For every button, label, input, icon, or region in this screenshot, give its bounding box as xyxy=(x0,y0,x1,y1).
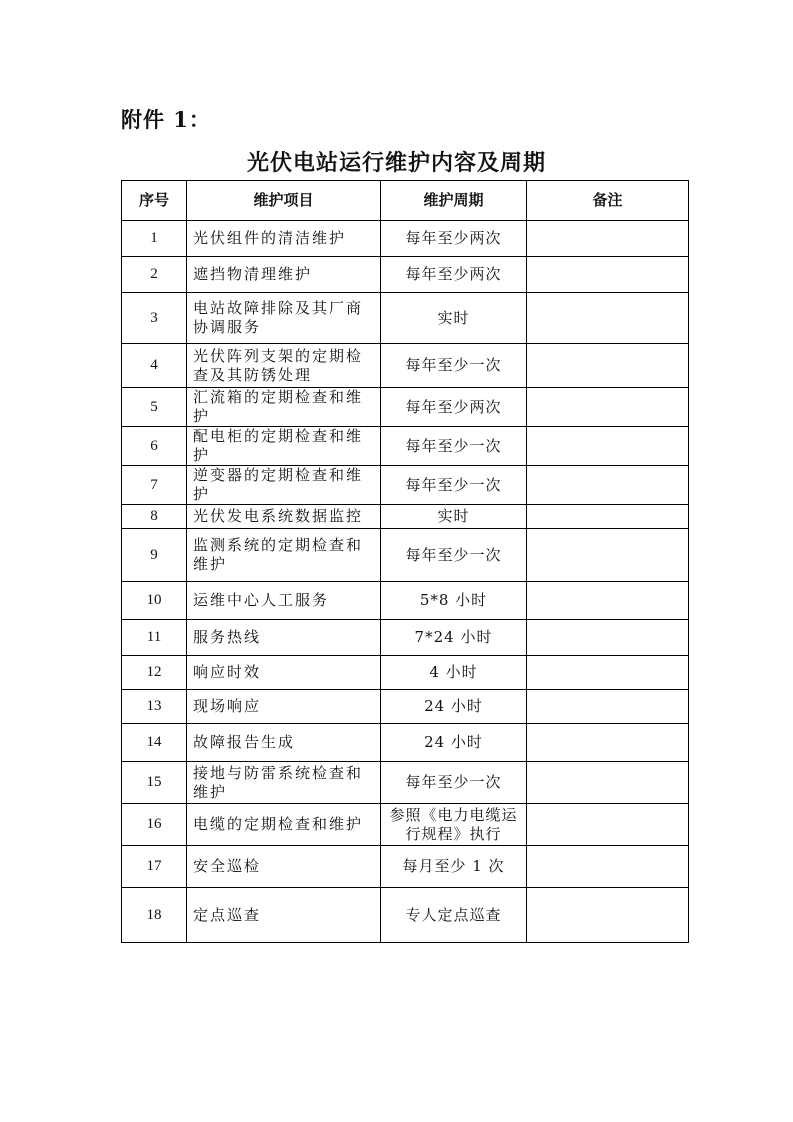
row-item: 服务热线 xyxy=(187,620,381,656)
row-no: 15 xyxy=(122,762,187,804)
row-cycle: 每年至少一次 xyxy=(381,427,527,466)
header-no: 序号 xyxy=(122,181,187,221)
row-item: 响应时效 xyxy=(187,656,381,690)
table-row xyxy=(122,690,689,724)
row-no: 12 xyxy=(122,656,187,690)
table-row xyxy=(122,846,689,888)
row-note xyxy=(527,344,689,388)
row-cycle: 24 小时 xyxy=(381,724,527,762)
row-cycle: 每年至少两次 xyxy=(381,388,527,427)
row-no: 14 xyxy=(122,724,187,762)
row-no: 4 xyxy=(122,344,187,388)
row-cycle: 每年至少一次 xyxy=(381,529,527,582)
header-cycle: 维护周期 xyxy=(381,181,527,221)
table-row xyxy=(122,221,689,257)
row-note xyxy=(527,762,689,804)
row-note xyxy=(527,257,689,293)
row-cycle: 实时 xyxy=(381,505,527,529)
table-row xyxy=(122,293,689,344)
row-item: 汇流箱的定期检查和维护 xyxy=(187,388,381,427)
table-row xyxy=(122,888,689,943)
row-cycle: 每月至少 1 次 xyxy=(381,846,527,888)
row-no: 18 xyxy=(122,888,187,943)
row-no: 13 xyxy=(122,690,187,724)
header-note: 备注 xyxy=(527,181,689,221)
row-no: 3 xyxy=(122,293,187,344)
row-no: 7 xyxy=(122,466,187,505)
maintenance-table xyxy=(121,180,689,943)
row-note xyxy=(527,388,689,427)
table-row xyxy=(122,724,689,762)
row-item: 配电柜的定期检查和维护 xyxy=(187,427,381,466)
row-item: 逆变器的定期检查和维护 xyxy=(187,466,381,505)
row-note xyxy=(527,620,689,656)
table-row xyxy=(122,582,689,620)
row-cycle: 4 小时 xyxy=(381,656,527,690)
row-no: 11 xyxy=(122,620,187,656)
row-cycle: 7*24 小时 xyxy=(381,620,527,656)
table-row xyxy=(122,656,689,690)
row-note xyxy=(527,690,689,724)
table-row xyxy=(122,804,689,846)
row-item: 接地与防雷系统检查和维护 xyxy=(187,762,381,804)
row-note xyxy=(527,221,689,257)
row-no: 2 xyxy=(122,257,187,293)
row-no: 16 xyxy=(122,804,187,846)
table-row xyxy=(122,257,689,293)
row-cycle: 24 小时 xyxy=(381,690,527,724)
table-row xyxy=(122,529,689,582)
row-item: 电站故障排除及其厂商协调服务 xyxy=(187,293,381,344)
table-row xyxy=(122,505,689,529)
row-item: 遮挡物清理维护 xyxy=(187,257,381,293)
row-note xyxy=(527,888,689,943)
row-item: 现场响应 xyxy=(187,690,381,724)
row-note xyxy=(527,505,689,529)
row-item: 运维中心人工服务 xyxy=(187,582,381,620)
table-row xyxy=(122,388,689,427)
row-cycle: 每年至少一次 xyxy=(381,466,527,505)
row-item: 故障报告生成 xyxy=(187,724,381,762)
table-row xyxy=(122,620,689,656)
row-note xyxy=(527,656,689,690)
row-item: 光伏阵列支架的定期检查及其防锈处理 xyxy=(187,344,381,388)
row-note xyxy=(527,427,689,466)
row-no: 17 xyxy=(122,846,187,888)
row-no: 10 xyxy=(122,582,187,620)
attachment-label: 附件 1： xyxy=(121,107,211,132)
row-cycle: 每年至少两次 xyxy=(381,257,527,293)
row-cycle: 参照《电力电缆运行规程》执行 xyxy=(381,804,527,846)
row-note xyxy=(527,293,689,344)
table-row xyxy=(122,762,689,804)
row-item: 定点巡查 xyxy=(187,888,381,943)
row-note xyxy=(527,529,689,582)
table-row xyxy=(122,427,689,466)
row-no: 8 xyxy=(122,505,187,529)
table-row xyxy=(122,466,689,505)
table-row xyxy=(122,344,689,388)
header-item: 维护项目 xyxy=(187,181,381,221)
document-title: 光伏电站运行维护内容及周期 xyxy=(246,150,546,176)
row-cycle: 每年至少两次 xyxy=(381,221,527,257)
row-note xyxy=(527,724,689,762)
row-cycle: 专人定点巡查 xyxy=(381,888,527,943)
row-cycle: 每年至少一次 xyxy=(381,344,527,388)
row-no: 6 xyxy=(122,427,187,466)
row-item: 电缆的定期检查和维护 xyxy=(187,804,381,846)
row-cycle: 每年至少一次 xyxy=(381,762,527,804)
row-note xyxy=(527,466,689,505)
row-item: 光伏组件的清洁维护 xyxy=(187,221,381,257)
row-item: 监测系统的定期检查和维护 xyxy=(187,529,381,582)
row-note xyxy=(527,846,689,888)
row-no: 1 xyxy=(122,221,187,257)
table-header-row xyxy=(122,181,689,221)
row-note xyxy=(527,582,689,620)
row-item: 光伏发电系统数据监控 xyxy=(187,505,381,529)
row-item: 安全巡检 xyxy=(187,846,381,888)
row-cycle: 实时 xyxy=(381,293,527,344)
row-note xyxy=(527,804,689,846)
row-no: 5 xyxy=(122,388,187,427)
row-no: 9 xyxy=(122,529,187,582)
row-cycle: 5*8 小时 xyxy=(381,582,527,620)
